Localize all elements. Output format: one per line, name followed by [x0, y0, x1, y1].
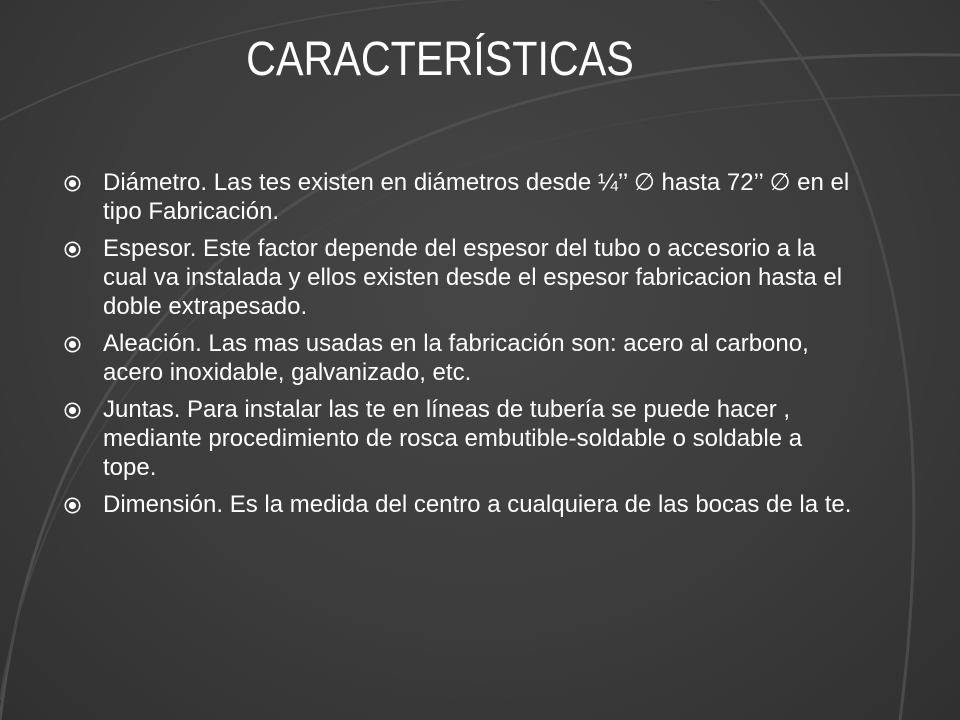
circle-bullet-icon	[64, 241, 81, 258]
circle-bullet-icon	[64, 402, 81, 419]
bullet-list	[62, 168, 862, 527]
list-item	[62, 168, 862, 226]
list-item-text: Juntas. Para instalar las te en líneas de tubería se puede hacer , mediante procedimiento de rosca embutible-soldable o soldable a tope.	[103, 396, 803, 481]
list-item-text: Dimensión. Es la medida del centro a cualquiera de las bocas de la te.	[103, 491, 852, 518]
list-item	[62, 234, 862, 321]
list-item	[62, 490, 862, 519]
circle-bullet-icon	[64, 497, 81, 514]
list-item-text: Espesor. Este factor depende del espesor del tubo o accesorio a la cual va instalada y ellos existen desde el espesor fabricacion hasta el doble extrapesado.	[103, 235, 843, 320]
list-item	[62, 395, 862, 482]
circle-bullet-icon	[64, 175, 81, 192]
circle-bullet-icon	[64, 336, 81, 353]
slide-title: CARACTERÍSTICAS	[246, 33, 634, 86]
list-item-text: Aleación. Las mas usadas en la fabricación son: acero al carbono, acero inoxidable, galvanizado, etc.	[103, 330, 809, 386]
list-item	[62, 329, 862, 387]
list-item-text: Diámetro. Las tes existen en diámetros desde ¼’’ ∅ hasta 72’’ ∅ en el tipo Fabricación.	[103, 169, 850, 225]
